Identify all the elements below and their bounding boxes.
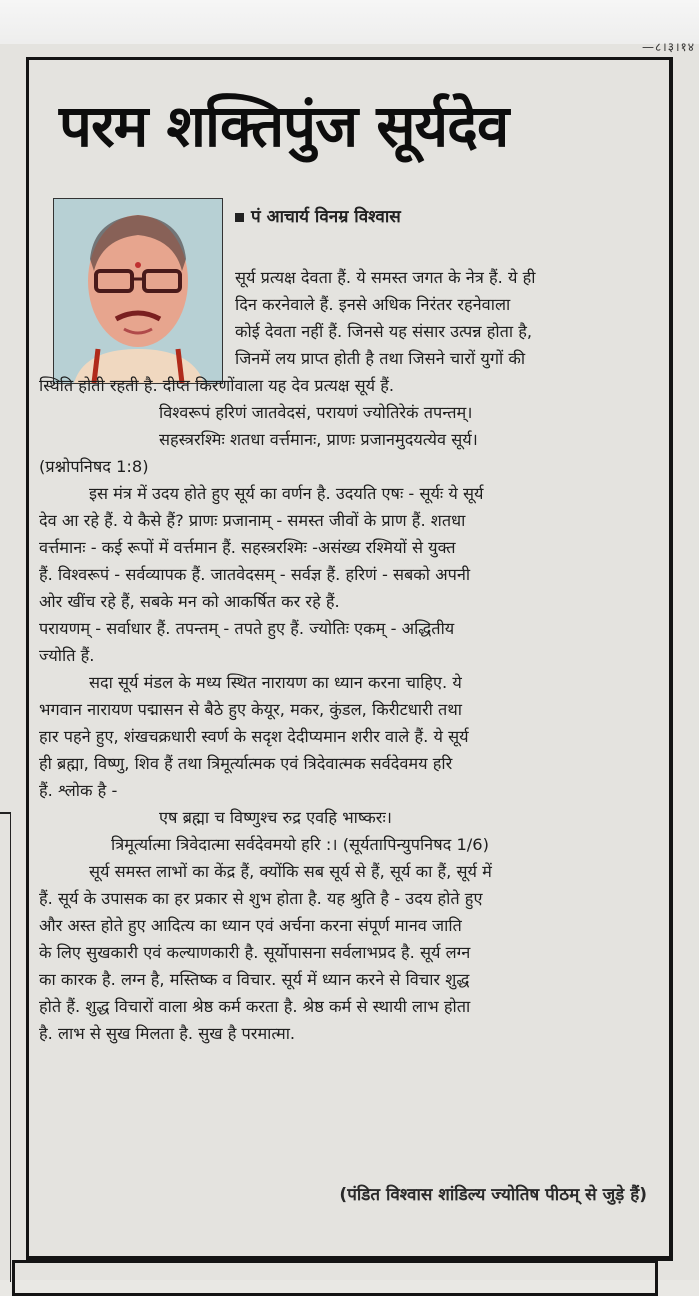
body-line: देव आ रहे हैं. ये कैसे हैं? प्राणः प्रजानाम् - समस्त जीवों के प्राण हैं. शतधा	[39, 511, 466, 530]
author-byline	[235, 204, 401, 227]
bullet-square-icon	[235, 213, 244, 222]
scan-top-margin	[0, 0, 699, 48]
article-title: परम शक्तिपुंज सूर्यदेव	[59, 92, 509, 160]
body-line: का कारक है. लग्न है, मस्तिष्क व विचार. सूर्य में ध्यान करने से विचार शुद्ध	[39, 970, 470, 989]
body-line: (प्रश्नोपनिषद 1:8)	[39, 457, 149, 476]
author-credit: (पंडित विश्वास शांडिल्य ज्योतिष पीठम् से जुड़े हैं)	[339, 1185, 647, 1205]
body-line: वर्त्तमानः - कई रूपों में वर्त्तमान हैं. सहस्त्ररश्मिः -असंख्य रश्मियों से युक्त	[39, 538, 456, 557]
body-line: भगवान नारायण पद्मासन से बैठे हुए केयूर, मकर, कुंडल, किरीटधारी तथा	[39, 700, 462, 719]
author-portrait-image	[54, 199, 222, 383]
body-line: कोई देवता नहीं हैं. जिनसे यह संसार उत्पन्न होता है,	[235, 322, 533, 341]
adjacent-column-border	[10, 812, 11, 1282]
body-line: ही ब्रह्मा, विष्णु, शिव हैं तथा त्रिमूर्त्यात्मक एवं त्रिदेवात्मक सर्वदेवमय हरि	[39, 754, 453, 773]
next-article-box	[12, 1260, 658, 1296]
body-line: जिनमें लय प्राप्त होती है तथा जिसने चारों युगों की	[235, 349, 526, 368]
article-box	[26, 57, 673, 1261]
body-line: हार पहने हुए, शंखचक्रधारी स्वर्ण के सदृश देदीप्यमान शरीर वाले हैं. ये सूर्य	[39, 727, 469, 746]
body-line: सूर्य प्रत्यक्ष देवता हैं. ये समस्त जगत के नेत्र हैं. ये ही	[235, 268, 536, 287]
body-line: हैं. सूर्य के उपासक का हर प्रकार से शुभ होता है. यह श्रुति है - उदय होते हुए	[39, 889, 483, 908]
handwritten-mark: —८।३।१४	[641, 40, 695, 54]
shloka-line: एष ब्रह्मा च विष्णुश्च रुद्र एवहि भाष्करः।	[159, 808, 392, 827]
body-line: सदा सूर्य मंडल के मध्य स्थित नारायण का ध्यान करना चाहिए. ये	[89, 673, 462, 692]
body-line: ओर खींच रहे हैं, सबके मन को आकर्षित कर रहे हैं.	[39, 592, 340, 611]
body-line: और अस्त होते हुए आदित्य का ध्यान एवं अर्चना करना संपूर्ण मानव जाति	[39, 916, 462, 935]
body-line: हैं. श्लोक है -	[39, 781, 118, 800]
body-line: हैं. विश्वरूपं - सर्वव्यापक हैं. जातवेदसम् - सर्वज्ञ हैं. हरिणं - सबको अपनी	[39, 565, 471, 584]
intro-beside-photo	[235, 264, 665, 372]
body-line: परायणम् - सर्वाधार हैं. तपन्तम् - तपते हुए हैं. ज्योतिः एकम् - अद्धितीय	[39, 619, 455, 638]
body-line: ज्योति हैं.	[39, 646, 95, 665]
article-body	[39, 372, 661, 1047]
body-line: सूर्य समस्त लाभों का केंद्र हैं, क्योंकि सब सूर्य से हैं, सूर्य का हैं, सूर्य में	[89, 862, 492, 881]
body-line: स्थिति होती रहती है. दीप्त किरणोंवाला यह देव प्रत्यक्ष सूर्य हैं.	[39, 376, 395, 395]
body-line: के लिए सुखकारी एवं कल्याणकारी है. सूर्योपासना सर्वलाभप्रद है. सूर्य लग्न	[39, 943, 471, 962]
shloka-line: विश्वरूपं हरिणं जातवेदसं, परायणं ज्योतिरेकं तपन्तम्।	[159, 403, 473, 422]
shloka-line: त्रिमूर्त्यात्मा त्रिवेदात्मा सर्वदेवमयो हरि :। (सूर्यतापिन्युपनिषद 1/6)	[111, 835, 489, 854]
body-line: इस मंत्र में उदय होते हुए सूर्य का वर्णन है. उदयति एषः - सूर्यः ये सूर्य	[89, 484, 484, 503]
author-photo	[53, 198, 223, 384]
body-line: होते हैं. शुद्ध विचारों वाला श्रेष्ठ कर्म करता है. श्रेष्ठ कर्म से स्थायी लाभ होता	[39, 997, 471, 1016]
body-line: है. लाभ से सुख मिलता है. सुख है परमात्मा.	[39, 1024, 296, 1043]
author-name: पं आचार्य विनम्र विश्वास	[251, 207, 401, 227]
shloka-line: सहस्त्ररश्मिः शतधा वर्त्तमानः, प्राणः प्रजानमुदयत्येव सूर्य।	[159, 430, 478, 449]
body-line: दिन करनेवाले हैं. इनसे अधिक निरंतर रहनेवाला	[235, 295, 511, 314]
